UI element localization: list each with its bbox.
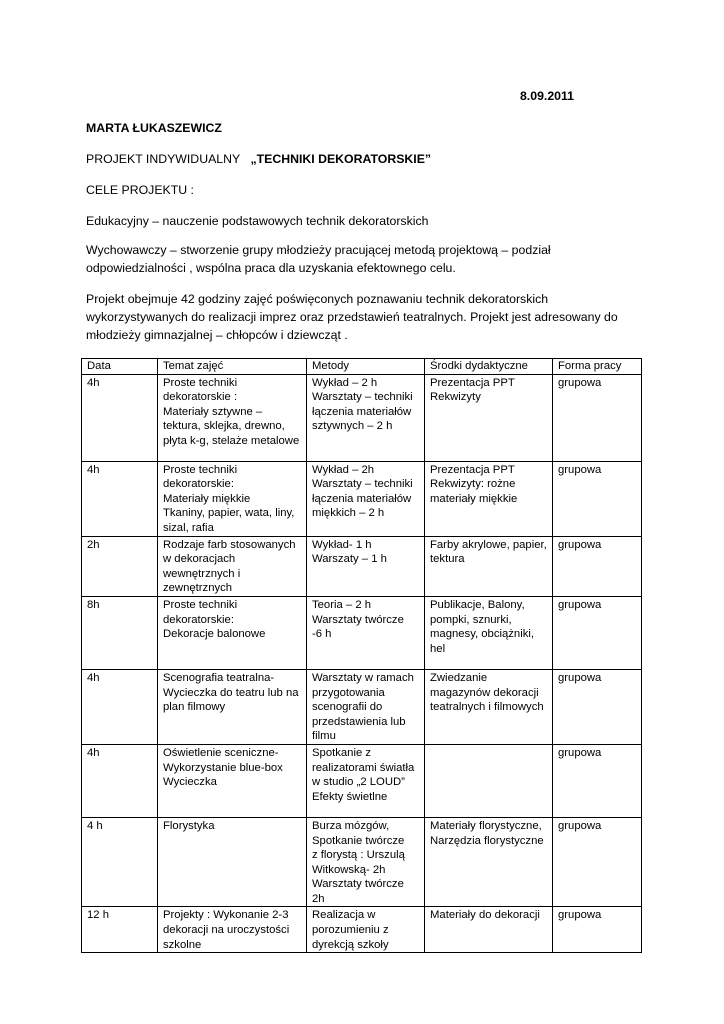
resources-cell: Prezentacja PPT Rekwizyty	[425, 374, 553, 461]
methods-cell: Wykład- 1 h Warszaty – 1 h	[307, 536, 425, 596]
hours-cell: 4h	[82, 461, 158, 536]
topic-cell: Proste techniki dekoratorskie: Materiały miękkie Tkaniny, papier, wata, liny, sizal, rafia	[158, 461, 307, 536]
table-row	[82, 461, 642, 536]
form-cell: grupowa	[553, 536, 642, 596]
resources-cell: Materiały florystyczne, Narzędzia florystyczne	[425, 817, 553, 907]
resources-cell: Publikacje, Balony, pompki, sznurki, magnesy, obciążniki, hel	[425, 596, 553, 669]
topic-cell: Oświetlenie sceniczne- Wykorzystanie blue-box Wycieczka	[158, 744, 307, 817]
table-row	[82, 536, 642, 596]
form-cell: grupowa	[553, 374, 642, 461]
educational-goal: Edukacyjny – nauczenie podstawowych technik dekoratorskich	[86, 214, 429, 228]
table-row	[82, 907, 642, 953]
topic-cell: Proste techniki dekoratorskie: Dekoracje balonowe	[158, 596, 307, 669]
topic-cell: Projekty : Wykonanie 2-3 dekoracji na uroczystości szkolne	[158, 907, 307, 953]
author-name: MARTA ŁUKASZEWICZ	[86, 121, 222, 135]
project-description: Projekt obejmuje 42 godziny zajęć poświęconych poznawaniu technik dekoratorskich wykorzystywanych do realizacji imprez oraz przedstawień teatralnych. Projekt jest adresowany do młodzieży gimnazjalnej – chłopców i dziewcząt .	[86, 292, 618, 342]
hours-cell: 4h	[82, 744, 158, 817]
column-header-topic: Temat zajęć	[158, 359, 307, 375]
resources-cell: Materiały do dekoracji	[425, 907, 553, 953]
project-prefix: PROJEKT INDYWIDUALNY	[86, 152, 241, 166]
form-cell: grupowa	[553, 744, 642, 817]
table-row	[82, 374, 642, 461]
methods-cell: Wykład – 2 h Warsztaty – techniki łączenia materiałów sztywnych – 2 h	[307, 374, 425, 461]
document-date: 8.09.2011	[519, 89, 574, 103]
topic-cell: Rodzaje farb stosowanych w dekoracjach wewnętrznych i zewnętrznych	[158, 536, 307, 596]
form-cell: grupowa	[553, 596, 642, 669]
table-row	[82, 744, 642, 817]
form-cell: grupowa	[553, 669, 642, 744]
methods-cell: Spotkanie z realizatorami światła w studio „2 LOUD” Efekty świetlne	[307, 744, 425, 817]
hours-cell: 2h	[82, 536, 158, 596]
schedule-table	[81, 358, 642, 953]
table-header-row	[82, 359, 642, 375]
topic-cell: Proste techniki dekoratorskie : Materiały sztywne – tektura, sklejka, drewno, płyta k-g, stelaże metalowe	[158, 374, 307, 461]
methods-cell: Realizacja w porozumieniu z dyrekcją szkoły	[307, 907, 425, 953]
resources-cell: Zwiedzanie magazynów dekoracji teatralnych i filmowych	[425, 669, 553, 744]
form-cell: grupowa	[553, 907, 642, 953]
hours-cell: 8h	[82, 596, 158, 669]
column-header-resources: Środki dydaktyczne	[425, 359, 553, 375]
resources-cell: Farby akrylowe, papier, tektura	[425, 536, 553, 596]
topic-cell: Florystyka	[158, 817, 307, 907]
table-row	[82, 817, 642, 907]
table-row	[82, 669, 642, 744]
hours-cell: 4h	[82, 374, 158, 461]
hours-cell: 4h	[82, 669, 158, 744]
table-body	[82, 374, 642, 953]
hours-cell: 12 h	[82, 907, 158, 953]
hours-cell: 4 h	[82, 817, 158, 907]
methods-cell: Burza mózgów, Spotkanie twórcze z florystą : Urszulą Witkowską- 2h Warsztaty twórcze 2h	[307, 817, 425, 907]
project-line	[86, 150, 431, 168]
project-title: „TECHNIKI DEKORATORSKIE”	[250, 152, 432, 166]
methods-cell: Teoria – 2 h Warsztaty twórcze -6 h	[307, 596, 425, 669]
form-cell: grupowa	[553, 817, 642, 907]
goals-heading: CELE PROJEKTU :	[86, 183, 194, 197]
table-row	[82, 596, 642, 669]
resources-cell: Prezentacja PPT Rekwizyty: rożne materiały miękkie	[425, 461, 553, 536]
methods-cell: Warsztaty w ramach przygotowania scenografii do przedstawienia lub filmu	[307, 669, 425, 744]
methods-cell: Wykład – 2h Warsztaty – techniki łączenia materiałów miękkich – 2 h	[307, 461, 425, 536]
column-header-form: Forma pracy	[553, 359, 642, 375]
upbringing-goal: Wychowawczy – stworzenie grupy młodzieży pracującej metodą projektową – podział odpowiedzialności , wspólna praca dla uzyskania efektownego celu.	[86, 243, 551, 275]
column-header-methods: Metody	[307, 359, 425, 375]
form-cell: grupowa	[553, 461, 642, 536]
column-header-data: Data	[82, 359, 158, 375]
topic-cell: Scenografia teatralna- Wycieczka do teatru lub na plan filmowy	[158, 669, 307, 744]
resources-cell	[425, 744, 553, 817]
